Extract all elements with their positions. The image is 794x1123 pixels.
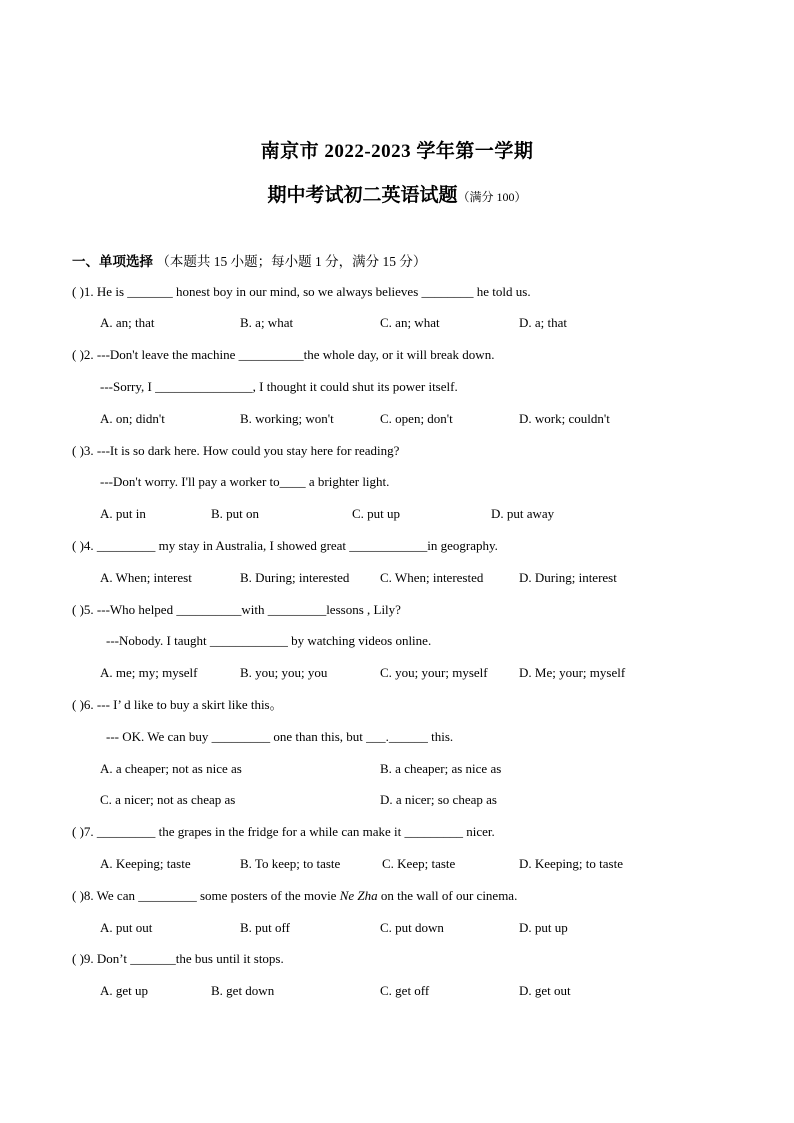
question-stem: 3. ---It is so dark here. How could you stay here for reading? bbox=[83, 443, 400, 458]
question-6 bbox=[72, 697, 283, 713]
subtitle-text: 期中考试初二英语试题 bbox=[267, 185, 458, 206]
question-7 bbox=[72, 824, 495, 840]
option-a: A. put in bbox=[100, 506, 146, 521]
option-c: C. put up bbox=[352, 506, 401, 521]
answer-paren: ( ) bbox=[72, 888, 84, 903]
option-a: A. an; that bbox=[100, 315, 155, 330]
option-a: A. put out bbox=[100, 920, 153, 935]
option-b: B. get down bbox=[211, 983, 275, 998]
question-8 bbox=[72, 888, 517, 904]
answer-paren: ( ) bbox=[72, 824, 84, 839]
question-4 bbox=[72, 538, 498, 554]
question-stem: 2. ---Don't leave the machine __________the whole day, or it will break down. bbox=[83, 347, 495, 362]
option-b: B. working; won't bbox=[240, 411, 334, 426]
movie-title: Ne Zha bbox=[339, 888, 378, 903]
option-a: A. get up bbox=[100, 983, 149, 998]
answer-paren: ( ) bbox=[72, 602, 84, 617]
question-stem: 7. _________ the grapes in the fridge for a while can make it _________ nicer. bbox=[83, 824, 495, 839]
score-note: （满分 100） bbox=[457, 190, 527, 204]
answer-paren: ( ) bbox=[72, 538, 84, 553]
option-a: A. a cheaper; not as nice as bbox=[100, 761, 242, 776]
question-5 bbox=[72, 602, 401, 618]
option-b: B. put off bbox=[240, 920, 290, 935]
option-c: C. an; what bbox=[380, 315, 440, 330]
option-b: B. To keep; to taste bbox=[240, 856, 341, 871]
question-stem-end: on the wall of our cinema. bbox=[377, 888, 518, 903]
option-d: D. Keeping; to taste bbox=[519, 856, 623, 871]
answer-paren: ( ) bbox=[72, 347, 84, 362]
option-c: C. put down bbox=[380, 920, 444, 935]
option-c: C. open; don't bbox=[380, 411, 453, 426]
answer-paren: ( ) bbox=[72, 284, 84, 299]
question-6-reply: --- OK. We can buy _________ one than this, but ___.______ this. bbox=[106, 729, 454, 744]
option-c: C. a nicer; not as cheap as bbox=[100, 792, 236, 807]
option-d: D. a nicer; so cheap as bbox=[380, 792, 497, 807]
option-c: C. you; your; myself bbox=[380, 665, 488, 680]
option-b: B. a; what bbox=[240, 315, 294, 330]
section-title: 一、单项选择 bbox=[72, 254, 153, 269]
option-b: B. put on bbox=[211, 506, 260, 521]
option-a: A. me; my; myself bbox=[100, 665, 198, 680]
option-d: D. get out bbox=[519, 983, 571, 998]
option-a: A. Keeping; taste bbox=[100, 856, 191, 871]
answer-paren: ( ) bbox=[72, 951, 84, 966]
answer-paren: ( ) bbox=[72, 443, 84, 458]
question-stem: 8. We can _________ some posters of the movie bbox=[83, 888, 340, 903]
option-d: D. work; couldn't bbox=[519, 411, 610, 426]
question-stem: 6. --- I’ d like to buy a skirt like this。 bbox=[83, 697, 283, 712]
option-a: A. on; didn't bbox=[100, 411, 165, 426]
question-stem: 1. He is _______ honest boy in our mind, so we always believes ________ he told us. bbox=[83, 284, 531, 299]
option-d: D. a; that bbox=[519, 315, 568, 330]
question-2-reply: ---Sorry, I _______________, I thought it could shut its power itself. bbox=[100, 379, 458, 394]
option-d: D. put up bbox=[519, 920, 568, 935]
question-3 bbox=[72, 443, 399, 459]
option-c: C. When; interested bbox=[380, 570, 484, 585]
option-a: A. When; interest bbox=[100, 570, 192, 585]
option-b: B. During; interested bbox=[240, 570, 350, 585]
question-stem: 9. Don’t _______the bus until it stops. bbox=[83, 951, 284, 966]
page-title: 南京市 2022-2023 学年第一学期 bbox=[260, 141, 534, 162]
option-d: D. Me; your; myself bbox=[519, 665, 626, 680]
section-heading bbox=[72, 250, 426, 270]
option-d: D. put away bbox=[491, 506, 555, 521]
option-b: B. a cheaper; as nice as bbox=[380, 761, 502, 776]
question-5-reply: ---Nobody. I taught ____________ by watching videos online. bbox=[106, 633, 432, 648]
option-d: D. During; interest bbox=[519, 570, 617, 585]
option-c: C. get off bbox=[380, 983, 430, 998]
question-stem: 5. ---Who helped __________with _________lessons , Lily? bbox=[83, 602, 401, 617]
question-3-reply: ---Don't worry. I'll pay a worker to____ a brighter light. bbox=[100, 474, 390, 489]
question-stem: 4. _________ my stay in Australia, I showed great ____________in geography. bbox=[83, 538, 498, 553]
option-c: C. Keep; taste bbox=[382, 856, 456, 871]
question-2 bbox=[72, 347, 494, 363]
question-1 bbox=[72, 284, 531, 300]
question-9 bbox=[72, 951, 284, 967]
page-subtitle bbox=[0, 180, 794, 207]
section-note: （本题共 15 小题；每小题 1 分，满分 15 分） bbox=[156, 254, 427, 269]
option-b: B. you; you; you bbox=[240, 665, 328, 680]
answer-paren: ( ) bbox=[72, 697, 84, 712]
